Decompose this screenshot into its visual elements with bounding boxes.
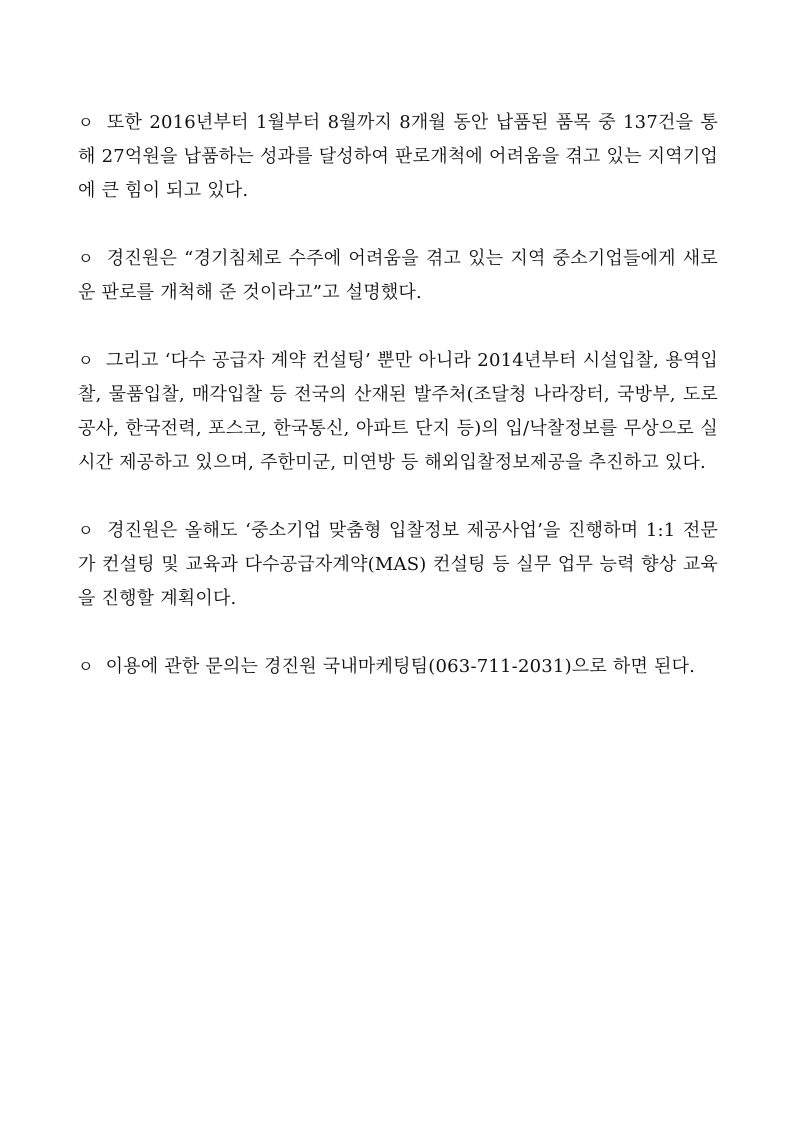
paragraph-text: 경진원은 “경기침체로 수주에 어려움을 겪고 있는 지역 중소기업들에게 새로운 판로를 개척해 준 것이라고”고 설명했다. bbox=[78, 248, 718, 303]
paragraph-text: 경진원은 올해도 ‘중소기업 맞춤형 입찰정보 제공사업’을 진행하며 1:1 전문가 컨설팅 및 교육과 다수공급자계약(MAS) 컨설팅 등 실무 업무 능력 향상 교육을 진행할 계획이다. bbox=[78, 520, 718, 609]
bullet-marker: ㅇ bbox=[78, 113, 94, 132]
paragraph-achievements bbox=[78, 106, 718, 208]
bullet-marker: ㅇ bbox=[78, 657, 94, 676]
paragraph-text: 그리고 ‘다수 공급자 계약 컨설팅’ 뿐만 아니라 2014년부터 시설입찰, 용역입찰, 물품입찰, 매각입찰 등 전국의 산재된 발주처(조달청 나라장터, 국방부, 도로공사, 한국전력, 포스코, 한국통신, 아파트 단지 등)의 입/낙찰정보를 무상으로 실시간 제공하고 있으며, 주한미군, 미연방 등 해외입찰정보제공을 추진하고 있다. bbox=[78, 350, 718, 473]
document-body bbox=[78, 106, 718, 718]
paragraph-text: 또한 2016년부터 1월부터 8월까지 8개월 동안 납품된 품목 중 137건을 통해 27억원을 납품하는 성과를 달성하여 판로개척에 어려움을 겪고 있는 지역기업에 큰 힘이 되고 있다. bbox=[78, 112, 718, 201]
paragraph-quote bbox=[78, 242, 718, 310]
paragraph-contact bbox=[78, 650, 718, 684]
bullet-marker: ㅇ bbox=[78, 249, 94, 268]
bullet-marker: ㅇ bbox=[78, 351, 94, 370]
paragraph-plan bbox=[78, 514, 718, 616]
paragraph-text: 이용에 관한 문의는 경진원 국내마케팅팀(063-711-2031)으로 하면 된다. bbox=[105, 656, 696, 677]
bullet-marker: ㅇ bbox=[78, 521, 94, 540]
paragraph-bid-info bbox=[78, 344, 718, 480]
